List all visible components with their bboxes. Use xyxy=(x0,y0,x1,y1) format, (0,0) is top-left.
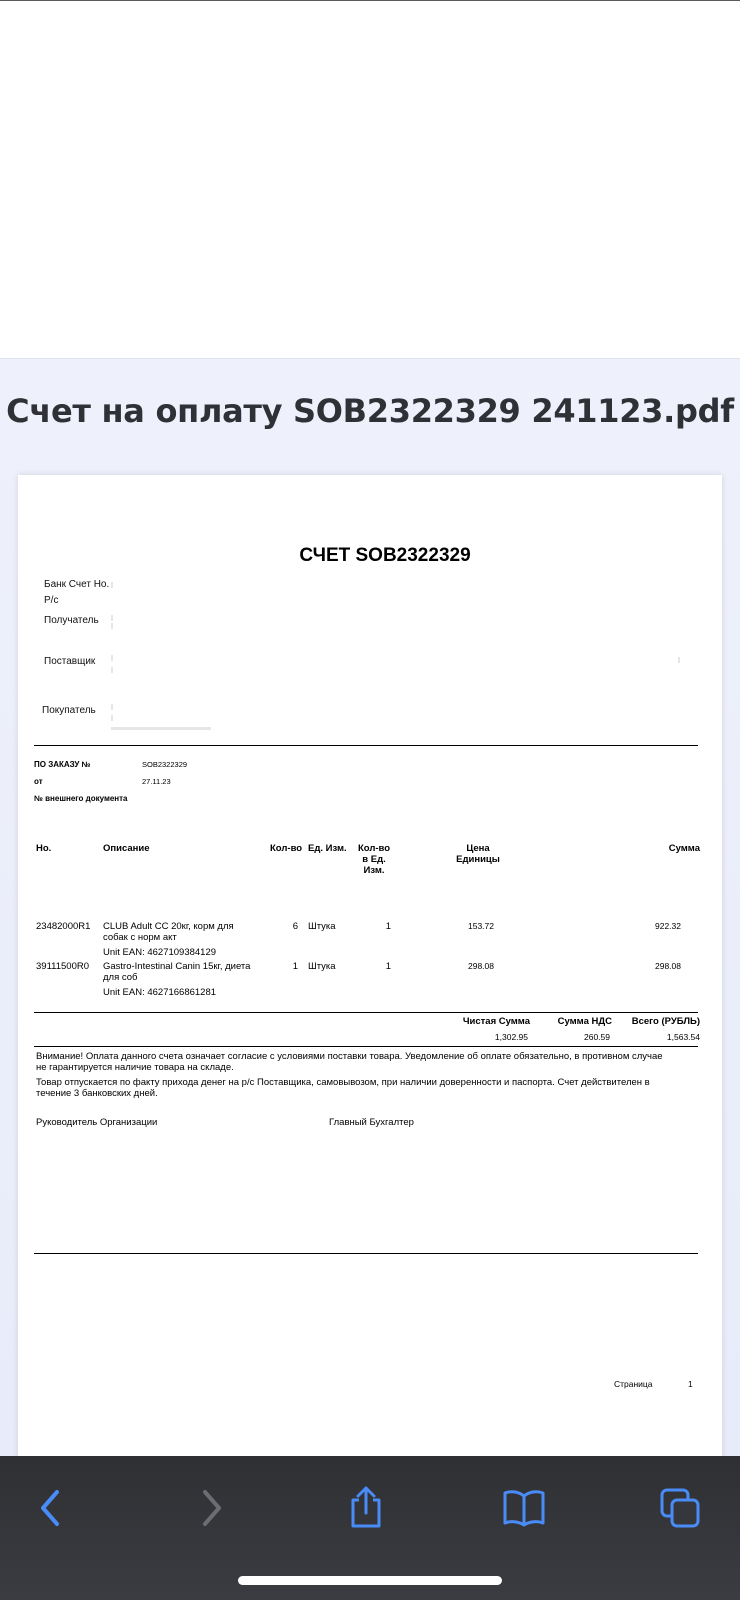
date-label: от xyxy=(34,777,43,786)
forward-icon xyxy=(197,1488,227,1528)
item-number: 39111500R0 xyxy=(36,961,90,972)
item-amount: 298.08 xyxy=(655,961,681,971)
share-button[interactable] xyxy=(342,1484,390,1532)
item-number: 23482000R1 xyxy=(36,921,91,932)
payment-note-2: не гарантируется наличие товара на складе. xyxy=(36,1062,234,1073)
col-header-no: Но. xyxy=(36,843,52,854)
col-header-description: Описание xyxy=(103,843,150,854)
col-header-qty-per-unit: Кол-во в Ед. Изм. xyxy=(357,843,391,876)
col-header-qty: Кол-во xyxy=(270,843,303,854)
item-description: CLUB Adult CC 20кг, корм для xyxy=(103,921,234,932)
redacted-value xyxy=(111,615,113,621)
item-description-2: для соб xyxy=(103,972,138,983)
item-ean: Unit EAN: 4627109384129 xyxy=(103,947,217,958)
page-label: Страница xyxy=(614,1379,653,1389)
item-unit: Штука xyxy=(308,961,336,972)
external-doc-label: № внешнего документа xyxy=(34,794,128,803)
supplier-label: Поставщик xyxy=(44,656,96,667)
item-unit: Штука xyxy=(308,921,336,932)
vat-value: 260.59 xyxy=(584,1032,610,1042)
item-description-2: собак с норм акт xyxy=(103,932,177,943)
file-title: Счет на оплату SOB2322329 241123.pdf xyxy=(6,392,734,430)
document-title: СЧЕТ SOB2322329 xyxy=(299,545,471,566)
shipping-note: Товар отпускается по факту прихода денег на р/с Поставщика, самовывозом, при наличии доверенности и паспорта. Счет действителен в xyxy=(36,1077,650,1088)
back-icon xyxy=(35,1488,65,1528)
grand-total-label: Всего (РУБЛЬ) xyxy=(631,1016,700,1027)
order-value: SOB2322329 xyxy=(142,760,188,769)
blank-area xyxy=(0,0,740,360)
rs-label: Р/с xyxy=(44,595,59,606)
divider xyxy=(34,745,698,746)
home-indicator[interactable] xyxy=(238,1576,502,1585)
date-value: 27.11.23 xyxy=(142,777,171,786)
payment-note: Внимание! Оплата данного счета означает согласие с условиями поставки товара. Уведомление об оплате обязательно, в противном случае xyxy=(36,1051,663,1062)
redacted-value xyxy=(678,657,680,663)
redacted-value xyxy=(111,623,113,629)
recipient-label: Получатель xyxy=(44,615,99,626)
item-qty: 6 xyxy=(292,921,298,932)
item-unit-price: 298.08 xyxy=(468,961,494,971)
accountant-signature-label: Главный Бухгалтер xyxy=(329,1117,414,1128)
redacted-value xyxy=(111,704,113,710)
tabs-button[interactable] xyxy=(656,1484,704,1532)
pdf-page[interactable] xyxy=(18,475,722,1465)
item-qty-per-unit: 1 xyxy=(385,961,391,972)
bookmarks-button[interactable] xyxy=(500,1484,548,1532)
net-total-value: 1,302.95 xyxy=(494,1032,528,1042)
grand-total-value: 1,563.54 xyxy=(666,1032,700,1042)
item-qty-per-unit: 1 xyxy=(385,921,391,932)
page-number: 1 xyxy=(688,1379,693,1389)
shipping-note-2: течение 3 банковских дней. xyxy=(36,1088,158,1099)
tabs-icon xyxy=(659,1487,701,1529)
col-header-unit: Ед. Изм. xyxy=(308,843,347,854)
item-qty: 1 xyxy=(292,961,298,972)
order-label: ПО ЗАКАЗУ № xyxy=(34,760,91,769)
vat-label: Сумма НДС xyxy=(557,1016,612,1027)
item-ean: Unit EAN: 4627166861281 xyxy=(103,987,217,998)
redacted-value xyxy=(111,715,113,721)
col-header-amount: Сумма xyxy=(668,843,700,854)
divider xyxy=(34,1253,698,1254)
forward-button[interactable] xyxy=(188,1484,236,1532)
share-icon xyxy=(346,1486,386,1530)
bookmarks-icon xyxy=(502,1488,546,1528)
divider xyxy=(34,1046,698,1047)
item-unit-price: 153.72 xyxy=(468,921,494,931)
redacted-value xyxy=(111,667,113,673)
net-total-label: Чистая Сумма xyxy=(462,1016,530,1027)
buyer-label: Покупатель xyxy=(42,705,96,716)
item-amount: 922.32 xyxy=(655,921,681,931)
head-signature-label: Руководитель Организации xyxy=(36,1117,158,1128)
back-button[interactable] xyxy=(26,1484,74,1532)
redacted-value xyxy=(111,727,211,730)
col-header-unit-price: Цена Единицы xyxy=(456,843,500,865)
redacted-value xyxy=(111,655,113,661)
bank-account-label: Банк Счет Но. xyxy=(44,579,110,590)
divider xyxy=(34,1012,698,1013)
redacted-value xyxy=(111,582,113,588)
item-description: Gastro-Intestinal Canin 15кг, диета xyxy=(103,961,251,972)
